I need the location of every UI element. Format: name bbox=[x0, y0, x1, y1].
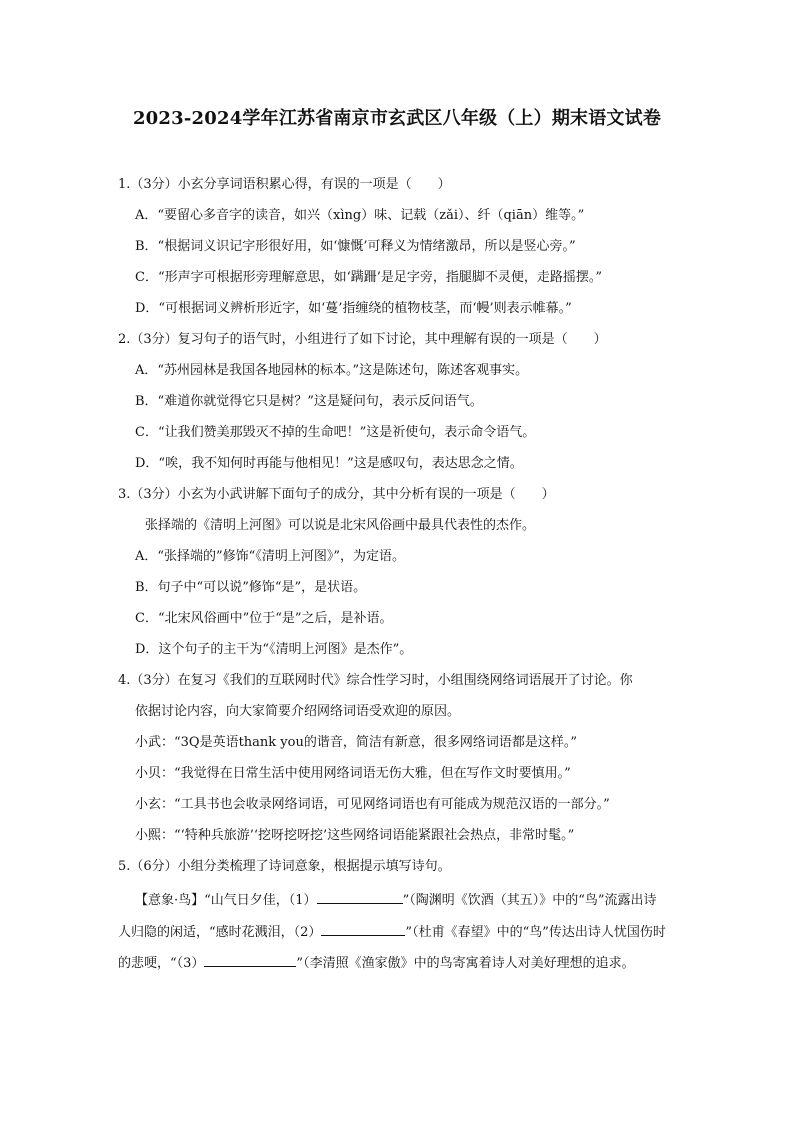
question-3-option-b: B．句子中“可以说”修饰“是”，是状语。 bbox=[135, 580, 367, 595]
question-5-stem: 5.（6分）小组分类梳理了诗词意象，根据提示填写诗句。 bbox=[118, 859, 451, 874]
question-4-statement-2: 小贝：“我觉得在日常生活中使用网络词语无伤大雅，但在写作文时要慎用。” bbox=[135, 766, 571, 781]
answer-blank-3[interactable] bbox=[204, 952, 296, 967]
question-2-stem: 2.（3分）复习句子的语气时，小组进行了如下讨论，其中理解有误的一项是（ ） bbox=[118, 332, 607, 347]
question-4-statement-1: 小武：“3Q是英语thank you的谐音，简洁有新意，很多网络词语都是这样。” bbox=[135, 735, 577, 750]
question-1-option-b: B．“根据词义识记字形很好用，如‘慷慨’可释义为情绪激昂，所以是竖心旁。” bbox=[135, 239, 576, 254]
question-1-stem: 1.（3分）小玄分享词语积累心得，有误的一项是（ ） bbox=[118, 177, 451, 192]
question-4-stem: 4.（3分）在复习《我们的互联网时代》综合性学习时，小组围绕网络词语展开了讨论。你 bbox=[118, 673, 633, 688]
question-5-text-1: 【意象·鸟】“山气日夕佳，（1） bbox=[135, 893, 317, 908]
question-3-stem: 3.（3分）小玄为小武讲解下面句子的成分，其中分析有误的一项是（ ） bbox=[118, 487, 555, 502]
question-3-sentence: 张择端的《清明上河图》可以说是北宋风俗画中最具代表性的杰作。 bbox=[145, 518, 536, 533]
question-3-option-c: C．“北宋风俗画中”位于“是”之后，是补语。 bbox=[135, 611, 393, 626]
question-3-option-a: A．“张择端的”修饰“《清明上河图》”，为定语。 bbox=[135, 549, 405, 564]
question-4-statement-4: 小熙：“‘特种兵旅游’‘挖呀挖呀挖’这些网络词语能紧跟社会热点，非常时髦。” bbox=[135, 828, 575, 843]
question-5-paragraph bbox=[118, 885, 678, 980]
question-5-text-2: ”（陶渊明《饮酒（其五）》中的“鸟”流露出诗人归隐的闲适，“感时花溅泪，（2） bbox=[118, 893, 657, 940]
exam-content bbox=[118, 172, 678, 980]
question-4-stem-continued: 依据讨论内容，向大家简要介绍网络词语受欢迎的原因。 bbox=[135, 704, 461, 719]
answer-blank-1[interactable] bbox=[317, 889, 403, 904]
question-1-option-a: A．“要留心多音字的读音，如兴（xìng）味、记载（zǎi）、纤（qiān）维等。” bbox=[135, 208, 585, 223]
answer-blank-2[interactable] bbox=[321, 921, 405, 936]
question-3-option-d: D．这个句子的主干为“《清明上河图》是杰作”。 bbox=[135, 642, 413, 657]
question-5-text-4: ”（李清照《渔家傲》中的鸟寄寓着诗人对美好理想的追求。 bbox=[296, 956, 635, 971]
question-1-option-c: C．“形声字可根据形旁理解意思，如‘蹒跚’是足字旁，指腿脚不灵便，走路摇摆。” bbox=[135, 270, 603, 285]
question-2-option-d: D．“唉，我不知何时再能与他相见！”这是感叹句，表达思念之情。 bbox=[135, 456, 523, 471]
question-1-option-d: D．“可根据词义辨析形近字，如‘蔓’指缠绕的植物枝茎，而‘幔’则表示帷幕。” bbox=[135, 301, 572, 316]
question-2-option-c: C．“让我们赞美那毁灭不掉的生命吧！”这是祈使句，表示命令语气。 bbox=[135, 425, 536, 440]
question-2-option-b: B．“难道你就觉得它只是树？”这是疑问句，表示反问语气。 bbox=[135, 394, 483, 409]
question-4-statement-3: 小玄：“工具书也会收录网络词语，可见网络词语也有可能成为规范汉语的一部分。” bbox=[135, 797, 610, 812]
page-title: 2023-2024学年江苏省南京市玄武区八年级（上）期末语文试卷 bbox=[132, 108, 662, 129]
question-5-text-3: ”（杜甫《春望》中的“鸟”传达出诗人忧国伤时的悲哽，“（3） bbox=[118, 924, 666, 971]
question-2-option-a: A．“苏州园林是我国各地园林的标本。”这是陈述句，陈述客观事实。 bbox=[135, 363, 529, 378]
